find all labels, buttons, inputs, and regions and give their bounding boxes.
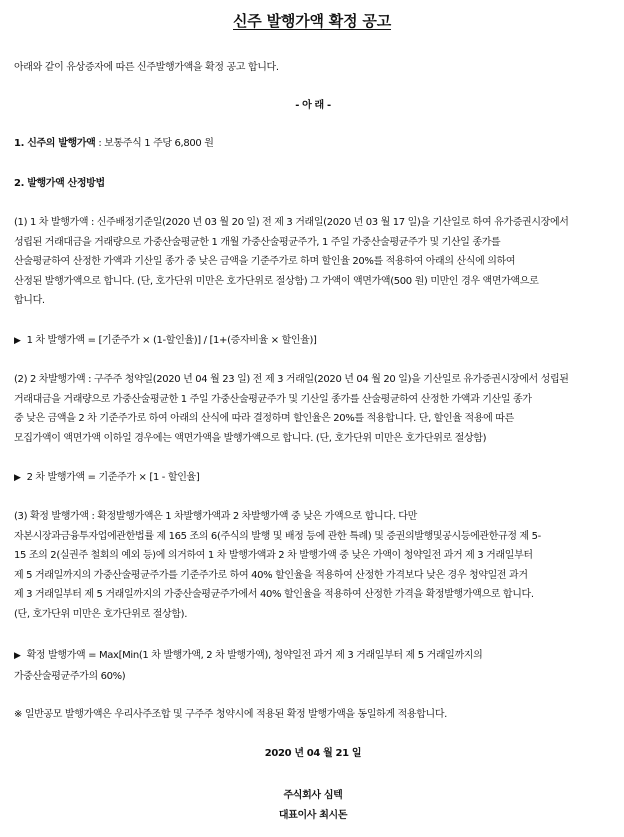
formula-3-line-1 [14,646,612,667]
center-heading: - 아 래 - [295,100,331,111]
paragraph-2 [14,370,612,448]
notice-date: 2020 년 04 월 21 일 [264,748,362,759]
paragraph-3-line-5: 제 3 거래일부터 제 5 거래일까지의 가중산술평균주가에서 40% 할인율을 적용하여 산정한 가격을 확정발행가액으로 합니다. [14,589,534,600]
formula-2 [14,468,612,489]
section-1-value: : 보통주식 1 주당 6,800 원 [95,138,214,149]
note-text: ※ 일반공모 발행가액은 우리사주조합 및 구주주 청약시에 적용된 확정 발행가액을 동일하게 적용합니다. [14,709,447,720]
paragraph-2-line-2: 거래대금을 거래량으로 가중산술평균한 1 주일 가중산술평균주가 및 기산일 종가를 산술평균하여 산정한 가액과 기산일 종가 [14,393,532,405]
section-1-line [14,134,612,154]
paragraph-1-line-3: 산술평균하여 산정한 가액과 기산일 종가 중 낮은 금액을 기준주가로 하며 할인율 20%를 적용하여 아래의 산식에 의하여 [14,256,516,267]
arrow-right-icon: ▶ [14,336,21,346]
paragraph-1-line-5: 합니다. [14,295,45,306]
paragraph-2-line-1: (2) 2 차발행가액 : 구주주 청약일(2020 년 04 월 23 일) 전 제 3 거래일(2020 년 04 월 20 일)을 기산일로 유가증권시장에서 성립된 [14,374,569,385]
paragraph-3-line-1: (3) 확정 발행가액 : 확정발행가액은 1 차발행가액과 2 차발행가액 중 낮은 가액으로 합니다. 다만 [14,511,417,522]
formula-2-text: 2 차 발행가액 = 기준주가 × [1 - 할인율] [26,472,200,483]
title-container [14,0,610,31]
paragraph-1 [14,213,612,311]
notice-title: 신주 발행가액 확정 공고 [233,12,391,30]
paragraph-3-line-4: 제 5 거래일까지의 가중산술평균주가를 기준주가로 하여 40% 할인율을 적용하여 산정한 가격보다 낮은 경우 청약일전 과거 [14,569,528,581]
formula-1-text: 1 차 발행가액 = [기준주가 × (1-할인율)] / [1+(증자비율 × 할인율)] [26,335,317,346]
paragraph-1-line-1: (1) 1 차 발행가액 : 신주배정기준일(2020 년 03 월 20 일) 전 제 3 거래일(2020 년 03 월 17 일)을 기산일로 하여 유가증권시장에서 [14,217,569,228]
section-1-label: 1. 신주의 발행가액 [14,138,96,149]
paragraph-3 [14,507,612,624]
paragraph-3-line-3: 15 조의 2(실권주 철회의 예외 등)에 의거하여 1 차 발행가액과 2 차 발행가액 중 낮은 가액이 청약일전 과거 제 3 거래일부터 [14,550,533,561]
paragraph-3-line-6: (단, 호가단위 미만은 호가단위로 절상함). [14,608,188,620]
arrow-right-icon: ▶ [14,473,21,483]
paragraph-2-line-4: 모집가액이 액면가액 이하일 경우에는 액면가액을 발행가액으로 합니다. (단, 호가단위 미만은 호가단위로 절상함) [14,432,487,444]
paragraph-1-line-2: 성립된 거래대금을 거래량으로 가중산술평균한 1 개월 가중산술평균주가, 1 주일 가중산술평균주가 및 기산일 종가를 [14,236,501,248]
ceo-name: 대표이사 최시돈 [278,810,348,821]
formula-3-text-1: 확정 발행가액 = Max[Min(1 차 발행가액, 2 차 발행가액), 청약일전 과거 제 3 거래일부터 제 5 거래일까지의 [26,650,483,661]
company-name: 주식회사 심텍 [283,790,343,801]
paragraph-2-line-3: 중 낮은 금액을 2 차 기준주가로 하여 아래의 산식에 따라 결정하며 할인율은 20%를 적용합니다. 단, 할인율 적용에 따른 [14,413,514,424]
paragraph-3-line-2: 자본시장과금융투자업에관한법률 제 165 조의 6(주식의 발행 및 배정 등에 관한 특례) 및 증권의발행및공시등에관한규정 제 5- [14,530,541,542]
formula-3-line-2: 가중산술평균주가의 60%) [14,670,126,682]
formula-1 [14,331,612,352]
paragraph-1-line-4: 산정된 발행가액으로 합니다. (단, 호가단위 미만은 호가단위로 절상함) 그 가액이 액면가액(500 원) 미만인 경우 액면가액으로 [14,275,539,287]
intro-text: 아래와 같이 유상증자에 따른 신주발행가액을 확정 공고 합니다. [14,62,279,73]
section-2-label: 2. 발행가액 산정방법 [14,178,105,189]
formula-3 [14,646,612,686]
arrow-right-icon: ▶ [14,651,21,661]
